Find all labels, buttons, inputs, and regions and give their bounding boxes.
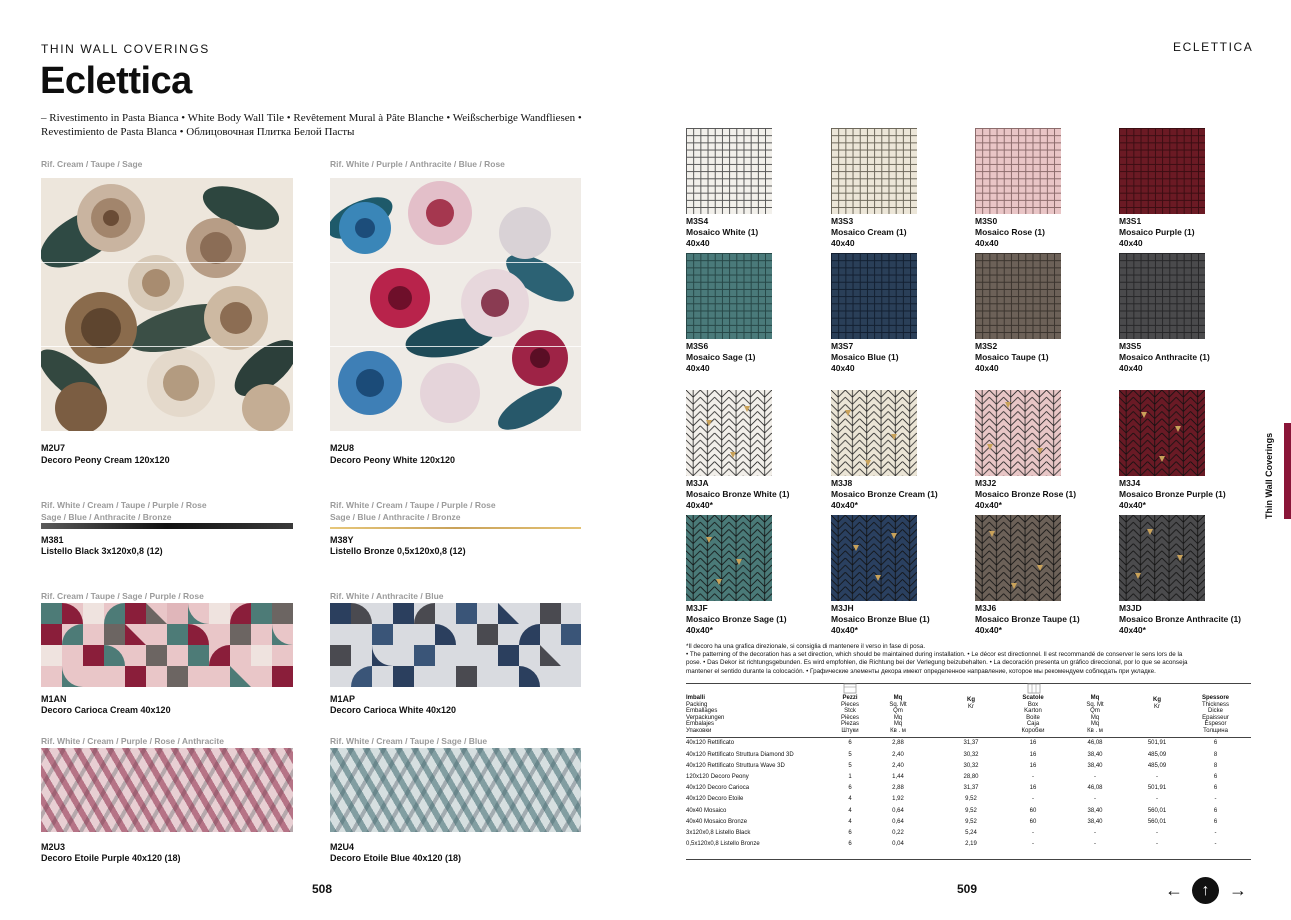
col-header: Kg Kr <box>967 697 975 710</box>
table-row <box>686 760 1251 771</box>
etoile-blue-image <box>330 748 581 832</box>
table-cell: 6 <box>848 829 852 836</box>
tile-label <box>831 603 930 636</box>
tile-name: Mosaico Anthracite (1) <box>1119 352 1210 362</box>
table-row <box>686 805 1251 816</box>
spec-table-wrapper <box>686 683 1251 850</box>
table-cell: 38,40 <box>1087 807 1103 814</box>
row-label: 40x120 Rettificato Struttura Diamond 3D <box>686 751 794 758</box>
product-code: M38Y <box>330 535 354 545</box>
tile-code: M3S4 <box>686 216 709 226</box>
row-label: 40x120 Decoro Carioca <box>686 785 750 792</box>
table-cell: 9,52 <box>965 796 977 803</box>
table-cell: 9,52 <box>965 807 977 814</box>
tile-name: Mosaico Taupe (1) <box>975 352 1049 362</box>
table-cell: 8 <box>1213 762 1218 769</box>
tile-name: Mosaico White (1) <box>686 227 759 237</box>
product-name: Decoro Carioca White 40x120 <box>330 705 457 715</box>
scroll-top-button[interactable] <box>1192 877 1219 904</box>
tile-name: Mosaico Bronze White (1) <box>686 489 790 499</box>
tile-name: Mosaico Bronze Blue (1) <box>831 614 930 624</box>
table-cell: - <box>1214 829 1217 836</box>
note-line: *Il decoro ha una grafica direzionale, si consiglia di mantenere il verso in fase di posa. <box>686 643 926 650</box>
rif-line-2: Sage / Blue / Anthracite / Bronze <box>330 512 461 522</box>
table-cell: - <box>1156 829 1158 836</box>
table-cell: 560,01 <box>1147 818 1167 825</box>
tile-name: Mosaico Bronze Taupe (1) <box>975 614 1080 624</box>
table-cell: 4 <box>848 818 852 825</box>
mosaico-bronze-purple-tile <box>1119 390 1205 476</box>
box-icon <box>843 683 857 695</box>
table-row <box>686 816 1251 827</box>
mosaico-sage-tile <box>686 253 772 339</box>
table-cell: 5,24 <box>965 829 977 836</box>
table-cell: 2,88 <box>892 785 904 792</box>
tile-label <box>831 341 899 374</box>
table-cell: - <box>1094 841 1096 848</box>
table-cell: 6 <box>1213 818 1218 825</box>
tile-name: Mosaico Bronze Sage (1) <box>686 614 787 624</box>
tile-size: 40x40 <box>975 238 999 248</box>
row-label: 120x120 Decoro Peony <box>686 773 749 780</box>
product-name: Listello Bronze 0,5x120x0,8 (12) <box>330 546 466 556</box>
mosaico-white-tile <box>686 128 772 214</box>
tile-size: 40x40* <box>831 500 858 510</box>
product-code: M2U8 <box>330 443 355 453</box>
table-cell: 16 <box>1029 785 1037 792</box>
table-cell: 6 <box>1213 807 1218 814</box>
side-tab-marker <box>1284 423 1291 519</box>
tile-size: 40x40* <box>1119 625 1146 635</box>
table-cell: 38,40 <box>1087 751 1103 758</box>
tile-size: 40x40 <box>686 238 710 248</box>
table-cell: 2,40 <box>892 751 904 758</box>
tile-size: 40x40* <box>975 625 1002 635</box>
rif-label: Rif. White / Cream / Purple / Rose / Anthracite <box>41 736 224 746</box>
page-number-right: 509 <box>957 882 978 896</box>
table-cell: 2,88 <box>892 740 904 747</box>
table-cell: 8 <box>1213 751 1218 758</box>
etoile-purple-image <box>41 748 293 832</box>
table-cell: - <box>1214 841 1217 848</box>
row-label: 3x120x0,8 Listello Black <box>686 829 751 836</box>
table-cell: - <box>1094 796 1096 803</box>
product-name: Decoro Peony White 120x120 <box>330 455 456 465</box>
tile-name: Mosaico Bronze Anthracite (1) <box>1119 614 1242 624</box>
table-cell: 0,04 <box>892 841 904 848</box>
table-cell: 560,01 <box>1147 807 1167 814</box>
table-row <box>686 839 1251 850</box>
product-name: Listello Black 3x120x0,8 (12) <box>41 546 163 556</box>
mosaico-bronze-white-tile <box>686 390 772 476</box>
table-cell: 16 <box>1029 751 1037 758</box>
tile-code: M3S1 <box>1119 216 1142 226</box>
peony-cream-image <box>41 178 293 431</box>
tile-name: Mosaico Bronze Rose (1) <box>975 489 1077 499</box>
tile-code: M3S7 <box>831 341 854 351</box>
listello-black-image <box>41 523 293 529</box>
tile-code: M3S5 <box>1119 341 1142 351</box>
table-cell: 46,08 <box>1087 785 1103 792</box>
tile-code: M3S6 <box>686 341 709 351</box>
mosaico-bronze-sage-tile <box>686 515 772 601</box>
tile-label <box>975 478 1076 511</box>
tile-name: Mosaico Blue (1) <box>831 352 899 362</box>
tile-label <box>975 341 1049 374</box>
table-cell: - <box>1094 773 1096 780</box>
tile-code: M3J6 <box>975 603 997 613</box>
product-code: M2U3 <box>41 842 66 852</box>
table-cell: 46,08 <box>1087 740 1103 747</box>
rif-label <box>330 499 496 523</box>
table-cell: 4 <box>848 807 852 814</box>
table-cell: 5 <box>848 762 852 769</box>
product-code: M2U7 <box>41 443 66 453</box>
tile-code: M3J8 <box>831 478 853 488</box>
col-header: Kg Kr <box>1153 697 1161 710</box>
col-header: Spessore Thickness Dicke Epaisseur Espesor Толщина <box>1201 695 1229 734</box>
direction-note <box>686 643 1251 676</box>
mosaico-bronze-taupe-tile <box>975 515 1061 601</box>
tile-size: 40x40 <box>975 363 999 373</box>
tile-label <box>686 603 787 636</box>
table-cell: 0,64 <box>892 807 904 814</box>
col-header: Mq Sq. Mt Qm Mq Mq Кв . м <box>1086 695 1104 734</box>
tile-label <box>1119 341 1210 374</box>
table-cell: 6 <box>1213 773 1218 780</box>
row-label: 40x120 Decoro Etoile <box>686 796 744 803</box>
table-cell: - <box>1156 841 1158 848</box>
tile-label <box>831 216 907 249</box>
tile-label <box>975 603 1080 636</box>
tile-size: 40x40* <box>686 500 713 510</box>
subtitle-line-1: – Rivestimento in Pasta Bianca • White Body Wall Tile • Revêtement Mural à Pâte Blanche • Weißscherbige Wandfliesen • <box>41 112 582 124</box>
rif-line-2: Sage / Blue / Anthracite / Bronze <box>41 512 172 522</box>
table-cell: 31,37 <box>963 785 979 792</box>
mosaico-cream-tile <box>831 128 917 214</box>
tile-size: 40x40 <box>831 363 855 373</box>
tile-size: 40x40 <box>1119 363 1143 373</box>
mosaico-rose-tile <box>975 128 1061 214</box>
page-number-left: 508 <box>312 882 333 896</box>
pallet-icon <box>1027 683 1041 695</box>
subtitle <box>41 111 601 139</box>
mosaico-blue-tile <box>831 253 917 339</box>
tile-code: M3J4 <box>1119 478 1141 488</box>
tile-code: M3S0 <box>975 216 998 226</box>
table-cell: 6 <box>1213 785 1218 792</box>
table-cell: 38,40 <box>1087 762 1103 769</box>
tile-name: Mosaico Purple (1) <box>1119 227 1195 237</box>
peony-white-artwork <box>330 178 581 431</box>
listello-bronze-image <box>330 527 581 529</box>
table-cell: 1,92 <box>892 796 904 803</box>
tile-size: 40x40 <box>1119 238 1143 248</box>
table-cell: 485,09 <box>1147 762 1167 769</box>
table-cell: 30,32 <box>963 762 979 769</box>
table-cell: 0,64 <box>892 818 904 825</box>
tile-size: 40x40* <box>975 500 1002 510</box>
table-row <box>686 749 1251 760</box>
mosaico-purple-tile <box>1119 128 1205 214</box>
rif-line-1: Rif. White / Cream / Taupe / Purple / Rose <box>330 500 496 510</box>
table-cell: 16 <box>1029 762 1037 769</box>
tile-label <box>1119 478 1226 511</box>
table-cell: 501,91 <box>1147 785 1167 792</box>
table-cell: 4 <box>848 796 852 803</box>
tile-label <box>686 478 789 511</box>
tile-code: M3JH <box>831 603 854 613</box>
arrow-up-icon: ↑ <box>1201 881 1210 899</box>
table-cell: 1,44 <box>892 773 904 780</box>
table-cell: 2,19 <box>965 841 977 848</box>
mosaico-bronze-cream-tile <box>831 390 917 476</box>
note-line: • The patterning of the decoration has a set direction, which should be maintained during installation. • Le décor est directionnel. Il est recommandé de conserver le sens lors de la <box>686 651 1183 659</box>
table-bottom-rule <box>686 859 1251 860</box>
row-label: 40x40 Mosaico Bronze <box>686 818 748 825</box>
tile-label <box>1119 603 1241 636</box>
tile-code: M3JA <box>686 478 709 488</box>
table-cell: 30,32 <box>963 751 979 758</box>
table-cell: 38,40 <box>1087 818 1103 825</box>
row-label: 0,5x120x0,8 Listello Bronze <box>686 841 760 848</box>
table-cell: 60 <box>1029 818 1037 825</box>
product-name: Decoro Carioca Cream 40x120 <box>41 705 171 715</box>
mosaico-bronze-anthracite-tile <box>1119 515 1205 601</box>
mosaico-bronze-rose-tile <box>975 390 1061 476</box>
tile-name: Mosaico Bronze Purple (1) <box>1119 489 1226 499</box>
product-code: M1AP <box>330 694 356 704</box>
spec-table-body <box>686 738 1251 850</box>
subtitle-line-2: Revestimiento de Pasta Blanca • Облицовочная Плитка Белой Пасты <box>41 126 355 138</box>
next-page-button[interactable]: → <box>1229 880 1247 900</box>
tile-code: M3J2 <box>975 478 997 488</box>
tile-name: Mosaico Sage (1) <box>686 352 756 362</box>
tile-size: 40x40 <box>686 363 710 373</box>
col-header: Pezzi Pieces Stck Pièces Piezas Штуки <box>840 695 859 734</box>
table-row <box>686 794 1251 805</box>
row-label: 40x120 Rettificato <box>686 740 735 747</box>
table-cell: 6 <box>848 785 852 792</box>
section-kicker: THIN WALL COVERINGS <box>41 42 210 56</box>
carioca-cream-artwork <box>41 603 293 687</box>
table-row <box>686 828 1251 839</box>
table-cell: - <box>1094 829 1096 836</box>
tile-code: M3S3 <box>831 216 854 226</box>
table-cell: 501,91 <box>1147 740 1167 747</box>
table-row <box>686 772 1251 783</box>
table-cell: - <box>1156 796 1158 803</box>
row-label: 40x40 Mosaico <box>686 807 727 814</box>
carioca-white-artwork <box>330 603 581 687</box>
product-name: Decoro Peony Cream 120x120 <box>41 455 170 465</box>
tile-label <box>686 216 758 249</box>
table-cell: - <box>1156 773 1158 780</box>
tile-size: 40x40 <box>831 238 855 248</box>
rif-label: Rif. White / Purple / Anthracite / Blue / Rose <box>330 159 505 169</box>
tile-code: M3JF <box>686 603 708 613</box>
rif-label: Rif. White / Anthracite / Blue <box>330 591 444 601</box>
row-label: 40x120 Rettificato Struttura Wave 3D <box>686 762 785 769</box>
product-code: M1AN <box>41 694 67 704</box>
col-header: Mq Sq. Mt Qm Mq Mq Кв . м <box>889 695 907 734</box>
section-kicker-right: ECLETTICA <box>1173 40 1254 54</box>
tile-size: 40x40* <box>686 625 713 635</box>
product-code: M2U4 <box>330 842 355 852</box>
table-cell: 5 <box>848 751 852 758</box>
table-cell: - <box>1032 829 1034 836</box>
table-cell: 6 <box>848 841 852 848</box>
table-cell: - <box>1032 773 1034 780</box>
side-tab-label: Thin Wall Coverings <box>1264 432 1274 519</box>
table-cell: 485,09 <box>1147 751 1167 758</box>
rif-label: Rif. Cream / Taupe / Sage <box>41 159 143 169</box>
rif-label: Rif. Cream / Taupe / Sage / Purple / Rose <box>41 591 204 601</box>
product-code: M381 <box>41 535 64 545</box>
mosaico-bronze-blue-tile <box>831 515 917 601</box>
spec-table-header <box>686 695 1251 737</box>
table-cell: 31,37 <box>963 740 979 747</box>
product-name: Decoro Etoile Blue 40x120 (18) <box>330 853 462 863</box>
table-cell: 9,52 <box>965 818 977 825</box>
tile-label <box>686 341 755 374</box>
carioca-cream-image <box>41 603 293 687</box>
col-header: Scatole Box Karton Boite Caja Коробки <box>1021 695 1045 734</box>
tile-label <box>831 478 938 511</box>
table-cell: 6 <box>1213 740 1218 747</box>
tile-size: 40x40* <box>1119 500 1146 510</box>
table-cell: 28,80 <box>963 773 979 780</box>
peony-cream-artwork <box>41 178 293 431</box>
tile-size: 40x40* <box>831 625 858 635</box>
tile-label <box>975 216 1045 249</box>
carioca-white-image <box>330 603 581 687</box>
mosaico-taupe-tile <box>975 253 1061 339</box>
prev-page-button[interactable]: ← <box>1165 880 1183 900</box>
table-cell: 6 <box>848 740 852 747</box>
table-cell: - <box>1214 796 1217 803</box>
product-name: Decoro Etoile Purple 40x120 (18) <box>41 853 181 863</box>
table-row <box>686 738 1251 749</box>
rif-label <box>41 499 207 523</box>
page-title: Eclettica <box>40 60 192 102</box>
table-cell: 60 <box>1029 807 1037 814</box>
tile-code: M3JD <box>1119 603 1142 613</box>
note-line: pose. • Das Dekor ist richtungsgebunden. Es wird empfohlen, die Richtung bei der Verlegung beizubehalten. • La decoración presenta un gráfico direccional, por lo que se aconseja <box>686 659 1188 667</box>
tile-name: Mosaico Rose (1) <box>975 227 1045 237</box>
spec-table <box>686 695 1251 850</box>
table-cell: 16 <box>1029 740 1037 747</box>
mosaico-anthracite-tile <box>1119 253 1205 339</box>
table-cell: 0,22 <box>892 829 904 836</box>
tile-name: Mosaico Bronze Cream (1) <box>831 489 938 499</box>
tile-name: Mosaico Cream (1) <box>831 227 907 237</box>
tile-label <box>1119 216 1195 249</box>
rif-line-1: Rif. White / Cream / Taupe / Purple / Rose <box>41 500 207 510</box>
table-row <box>686 783 1251 794</box>
table-cell: - <box>1032 841 1034 848</box>
col-header: Imballi Packing Emballages Verpackungen Embalajes Упаковки <box>686 695 725 734</box>
rif-label: Rif. White / Cream / Taupe / Sage / Blue <box>330 736 488 746</box>
note-line: mantener el sentido durante la colocación. • Графические элементы декора имеют определенное направление, которое мы рекомендуем соблюдать при укладке. <box>686 667 1156 675</box>
table-cell: - <box>1032 796 1034 803</box>
table-cell: 1 <box>848 773 852 780</box>
peony-white-image <box>330 178 581 431</box>
table-cell: 2,40 <box>892 762 904 769</box>
tile-code: M3S2 <box>975 341 998 351</box>
